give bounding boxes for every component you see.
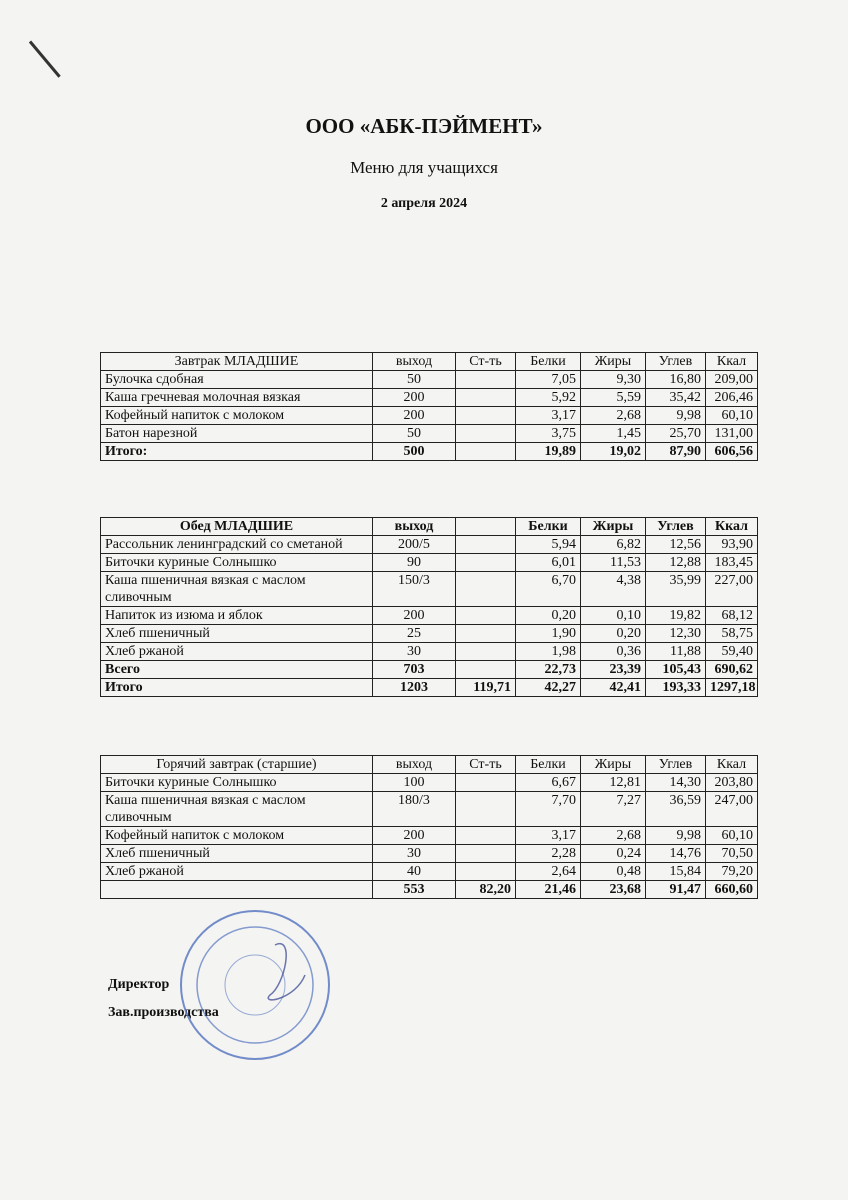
cell-cost [456, 554, 516, 572]
table-header-row [101, 518, 758, 536]
stamp-icon [175, 905, 335, 1065]
cell-kcal: 183,45 [706, 554, 758, 572]
column-header-kcal: Ккал [706, 353, 758, 371]
cell-name: Рассольник ленинградский со сметаной [101, 536, 373, 554]
cell-cost [456, 536, 516, 554]
cell-protein: 6,70 [516, 572, 581, 607]
cell-cost [456, 407, 516, 425]
cell-fat: 2,68 [581, 827, 646, 845]
cell-yield: 150/3 [373, 572, 456, 607]
cell-kcal: 606,56 [706, 443, 758, 461]
cell-fat: 0,24 [581, 845, 646, 863]
cell-kcal: 79,20 [706, 863, 758, 881]
cell-name: Итого [101, 679, 373, 697]
cell-fat: 0,48 [581, 863, 646, 881]
table-row [101, 371, 758, 389]
cell-name: Всего [101, 661, 373, 679]
table-hot-breakfast-senior [100, 755, 758, 899]
cell-cost: 82,20 [456, 881, 516, 899]
cell-fat: 0,20 [581, 625, 646, 643]
cell-name: Булочка сдобная [101, 371, 373, 389]
cell-yield: 553 [373, 881, 456, 899]
total-row [101, 679, 758, 697]
column-header-protein: Белки [516, 756, 581, 774]
cell-cost [456, 774, 516, 792]
cell-fat: 19,02 [581, 443, 646, 461]
table-lunch-junior [100, 517, 758, 697]
column-header-kcal: Ккал [706, 756, 758, 774]
cell-fat: 0,10 [581, 607, 646, 625]
cell-protein: 42,27 [516, 679, 581, 697]
table-row [101, 792, 758, 827]
column-header-name: Завтрак МЛАДШИЕ [101, 353, 373, 371]
cell-fat: 23,68 [581, 881, 646, 899]
table-row [101, 625, 758, 643]
cell-protein: 3,17 [516, 407, 581, 425]
column-header-cost: Ст-ть [456, 353, 516, 371]
cell-yield: 200/5 [373, 536, 456, 554]
cell-yield: 40 [373, 863, 456, 881]
column-header-protein: Белки [516, 518, 581, 536]
organization-title: ООО «АБК-ПЭЙМЕНТ» [305, 114, 543, 138]
cell-fat: 5,59 [581, 389, 646, 407]
cell-yield: 180/3 [373, 792, 456, 827]
cell-name: Каша гречневая молочная вязкая [101, 389, 373, 407]
table-row [101, 643, 758, 661]
cell-cost [456, 389, 516, 407]
cell-kcal: 690,62 [706, 661, 758, 679]
table-row [101, 536, 758, 554]
total-row [101, 661, 758, 679]
column-header-kcal: Ккал [706, 518, 758, 536]
cell-name [101, 881, 373, 899]
cell-carbs: 193,33 [646, 679, 706, 697]
cell-yield: 100 [373, 774, 456, 792]
cell-carbs: 16,80 [646, 371, 706, 389]
cell-fat: 0,36 [581, 643, 646, 661]
cell-carbs: 12,88 [646, 554, 706, 572]
cell-carbs: 35,42 [646, 389, 706, 407]
cell-kcal: 209,00 [706, 371, 758, 389]
cell-name: Хлеб ржаной [101, 643, 373, 661]
cell-carbs: 11,88 [646, 643, 706, 661]
cell-yield: 25 [373, 625, 456, 643]
cell-cost [456, 827, 516, 845]
cell-cost [456, 425, 516, 443]
cell-kcal: 247,00 [706, 792, 758, 827]
cell-protein: 3,17 [516, 827, 581, 845]
cell-protein: 1,98 [516, 643, 581, 661]
menu-date: 2 апреля 2024 [380, 196, 468, 211]
cell-fat: 12,81 [581, 774, 646, 792]
cell-cost [456, 792, 516, 827]
column-header-yield: выход [373, 518, 456, 536]
table-row [101, 554, 758, 572]
cell-carbs: 9,98 [646, 827, 706, 845]
column-header-cost: Ст-ть [456, 756, 516, 774]
cell-kcal: 1297,18 [706, 679, 758, 697]
cell-carbs: 25,70 [646, 425, 706, 443]
column-header-fat: Жиры [581, 353, 646, 371]
column-header-yield: выход [373, 353, 456, 371]
cell-kcal: 660,60 [706, 881, 758, 899]
cell-cost [456, 863, 516, 881]
cell-name: Биточки куриные Солнышко [101, 554, 373, 572]
table-row [101, 607, 758, 625]
column-header-yield: выход [373, 756, 456, 774]
cell-name: Каша пшеничная вязкая с маслом сливочным [101, 572, 373, 607]
cell-protein: 0,20 [516, 607, 581, 625]
cell-cost [456, 643, 516, 661]
staple-mark [29, 41, 61, 78]
total-row [101, 443, 758, 461]
cell-carbs: 91,47 [646, 881, 706, 899]
cell-carbs: 14,30 [646, 774, 706, 792]
cell-name: Хлеб пшеничный [101, 845, 373, 863]
cell-yield: 500 [373, 443, 456, 461]
cell-protein: 5,92 [516, 389, 581, 407]
cell-protein: 2,64 [516, 863, 581, 881]
production-head-label: Зав.производства [108, 1005, 219, 1020]
cell-name: Напиток из изюма и яблок [101, 607, 373, 625]
table-breakfast-junior [100, 352, 758, 461]
cell-protein: 22,73 [516, 661, 581, 679]
cell-yield: 200 [373, 389, 456, 407]
cell-fat: 2,68 [581, 407, 646, 425]
cell-yield: 50 [373, 371, 456, 389]
cell-fat: 1,45 [581, 425, 646, 443]
table-row [101, 572, 758, 607]
cell-name: Хлеб пшеничный [101, 625, 373, 643]
cell-yield: 200 [373, 607, 456, 625]
cell-yield: 30 [373, 643, 456, 661]
cell-cost [456, 572, 516, 607]
menu-title: Меню для учащихся [350, 158, 498, 177]
table-row [101, 774, 758, 792]
cell-kcal: 59,40 [706, 643, 758, 661]
cell-kcal: 131,00 [706, 425, 758, 443]
table-row [101, 389, 758, 407]
cell-carbs: 36,59 [646, 792, 706, 827]
column-header-carbs: Углев [646, 756, 706, 774]
column-header-fat: Жиры [581, 756, 646, 774]
table-row [101, 845, 758, 863]
cell-name: Итого: [101, 443, 373, 461]
cell-cost [456, 371, 516, 389]
column-header-cost [456, 518, 516, 536]
cell-protein: 7,70 [516, 792, 581, 827]
cell-kcal: 93,90 [706, 536, 758, 554]
cell-protein: 6,67 [516, 774, 581, 792]
cell-kcal: 206,46 [706, 389, 758, 407]
cell-yield: 50 [373, 425, 456, 443]
cell-kcal: 68,12 [706, 607, 758, 625]
cell-fat: 6,82 [581, 536, 646, 554]
cell-kcal: 70,50 [706, 845, 758, 863]
cell-name: Кофейный напиток с молоком [101, 827, 373, 845]
cell-carbs: 105,43 [646, 661, 706, 679]
cell-cost [456, 845, 516, 863]
cell-yield: 200 [373, 827, 456, 845]
cell-fat: 11,53 [581, 554, 646, 572]
cell-kcal: 203,80 [706, 774, 758, 792]
director-label: Директор [108, 977, 170, 992]
column-header-carbs: Углев [646, 518, 706, 536]
cell-cost: 119,71 [456, 679, 516, 697]
table-row [101, 425, 758, 443]
table-header-row [101, 353, 758, 371]
cell-protein: 21,46 [516, 881, 581, 899]
cell-fat: 9,30 [581, 371, 646, 389]
cell-protein: 6,01 [516, 554, 581, 572]
cell-name: Хлеб ржаной [101, 863, 373, 881]
cell-carbs: 9,98 [646, 407, 706, 425]
cell-yield: 30 [373, 845, 456, 863]
cell-cost [456, 607, 516, 625]
cell-cost [456, 625, 516, 643]
column-header-protein: Белки [516, 353, 581, 371]
cell-carbs: 35,99 [646, 572, 706, 607]
cell-kcal: 60,10 [706, 407, 758, 425]
table-row [101, 407, 758, 425]
cell-fat: 42,41 [581, 679, 646, 697]
column-header-name: Обед МЛАДШИЕ [101, 518, 373, 536]
cell-carbs: 12,56 [646, 536, 706, 554]
cell-fat: 7,27 [581, 792, 646, 827]
cell-protein: 1,90 [516, 625, 581, 643]
cell-carbs: 12,30 [646, 625, 706, 643]
cell-yield: 90 [373, 554, 456, 572]
column-header-name: Горячий завтрак (старшие) [101, 756, 373, 774]
cell-protein: 5,94 [516, 536, 581, 554]
column-header-fat: Жиры [581, 518, 646, 536]
table-header-row [101, 756, 758, 774]
cell-fat: 23,39 [581, 661, 646, 679]
cell-protein: 2,28 [516, 845, 581, 863]
cell-yield: 200 [373, 407, 456, 425]
cell-name: Биточки куриные Солнышко [101, 774, 373, 792]
cell-protein: 7,05 [516, 371, 581, 389]
cell-fat: 4,38 [581, 572, 646, 607]
column-header-carbs: Углев [646, 353, 706, 371]
total-row [101, 881, 758, 899]
cell-carbs: 15,84 [646, 863, 706, 881]
cell-yield: 703 [373, 661, 456, 679]
cell-name: Батон нарезной [101, 425, 373, 443]
cell-carbs: 14,76 [646, 845, 706, 863]
cell-protein: 3,75 [516, 425, 581, 443]
cell-carbs: 87,90 [646, 443, 706, 461]
cell-kcal: 58,75 [706, 625, 758, 643]
cell-cost [456, 661, 516, 679]
cell-carbs: 19,82 [646, 607, 706, 625]
cell-kcal: 60,10 [706, 827, 758, 845]
cell-kcal: 227,00 [706, 572, 758, 607]
table-row [101, 827, 758, 845]
cell-name: Кофейный напиток с молоком [101, 407, 373, 425]
cell-yield: 1203 [373, 679, 456, 697]
table-row [101, 863, 758, 881]
cell-cost [456, 443, 516, 461]
cell-name: Каша пшеничная вязкая с маслом сливочным [101, 792, 373, 827]
cell-protein: 19,89 [516, 443, 581, 461]
